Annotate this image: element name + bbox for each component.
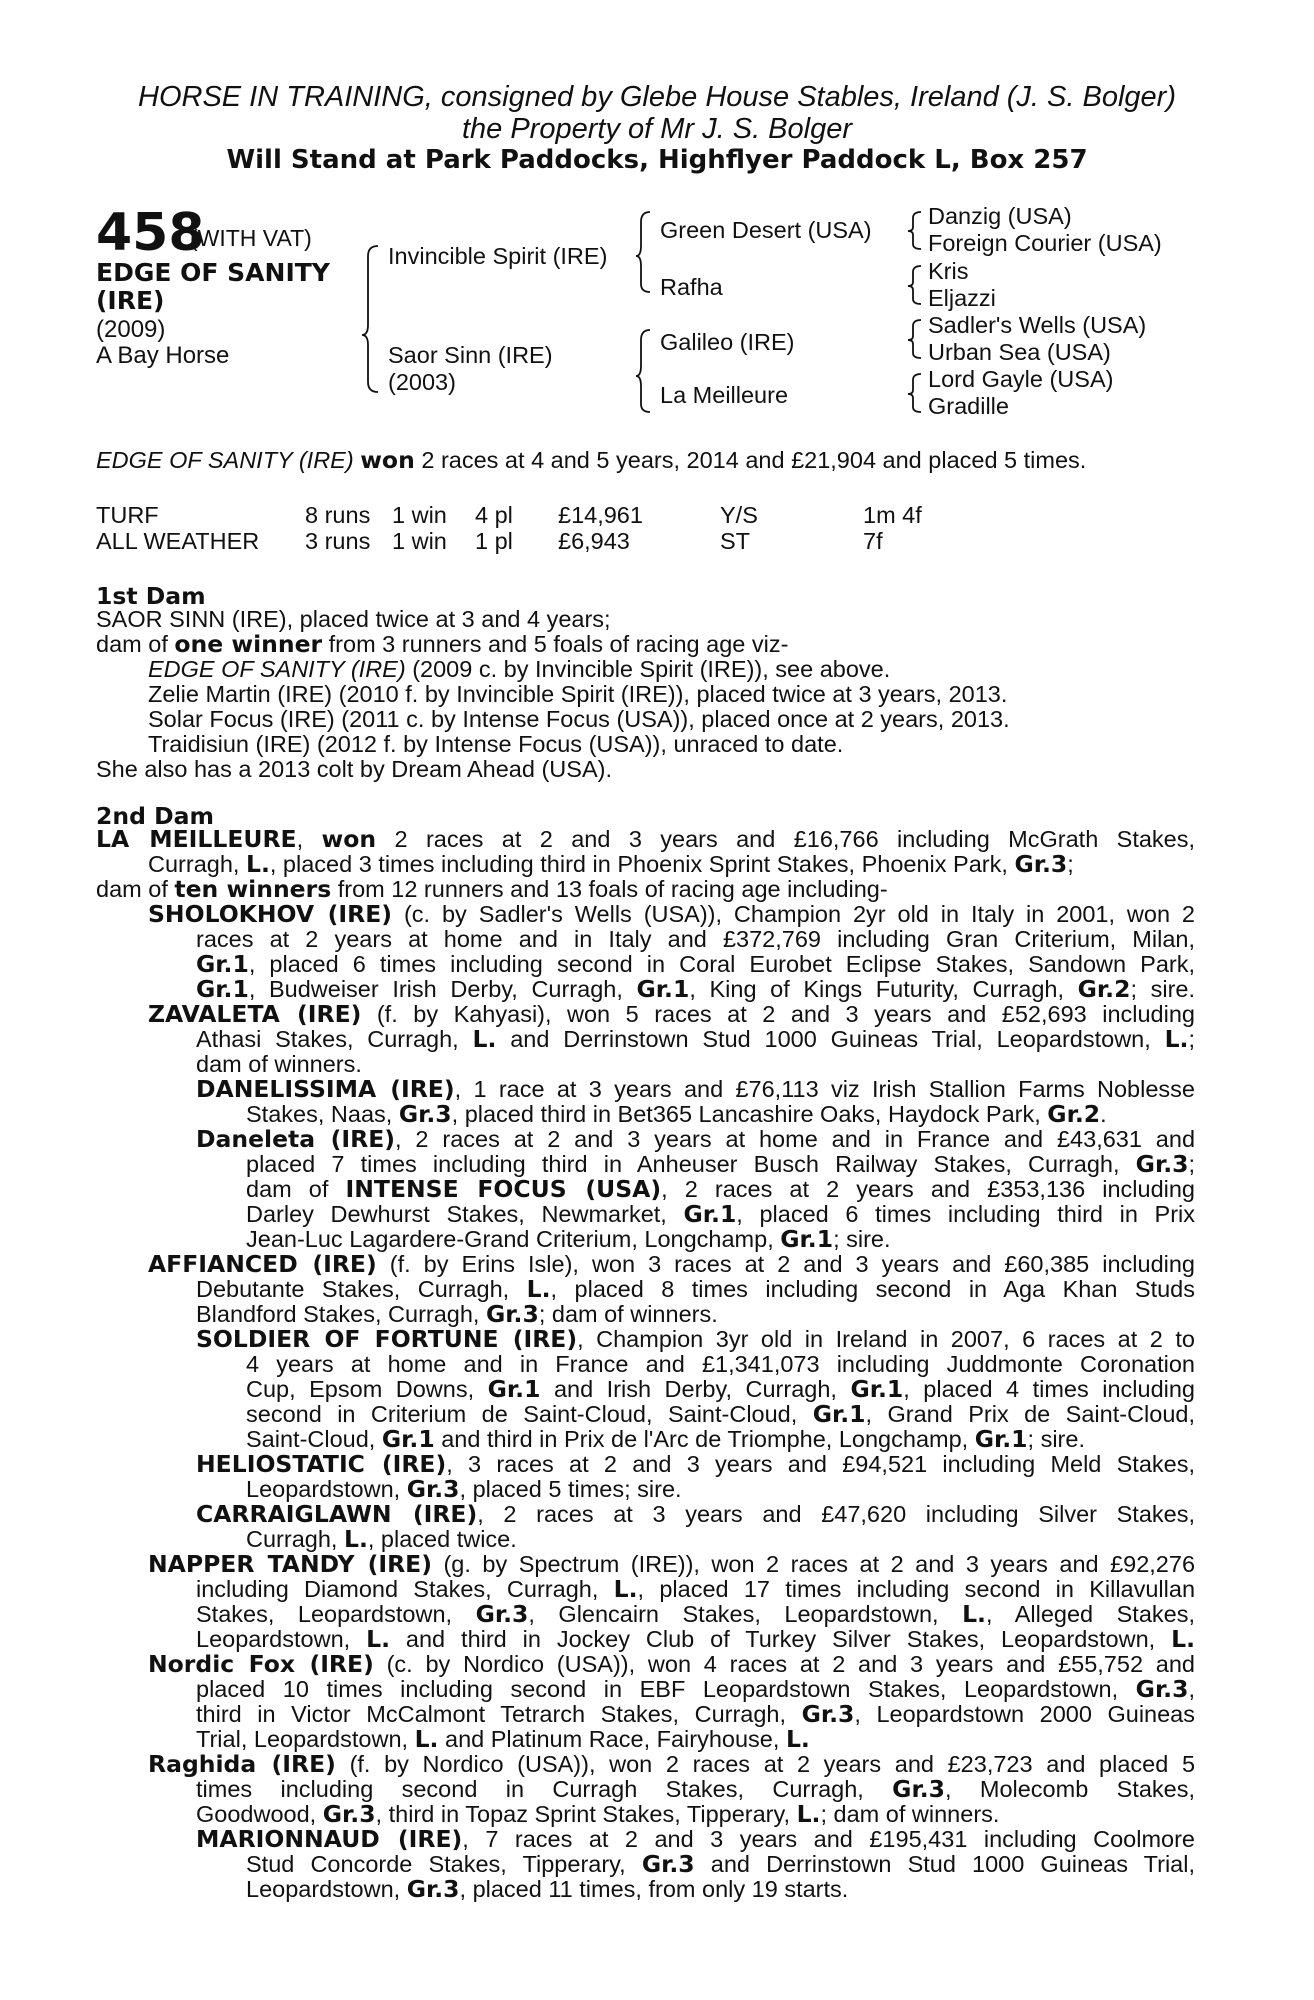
produce-entry: second in Criterium de Saint-Cloud, Saint-Cloud, Gr.1, Grand Prix de Saint-Cloud, <box>246 1400 1196 1428</box>
gen3-brace-1 <box>908 212 921 249</box>
record-prize: £14,961 <box>558 502 643 528</box>
vat-label: (WITH VAT) <box>190 225 312 251</box>
produce-entry: third in Victor McCalmont Tetrarch Stakes, Curragh, Gr.3, Leopardstown 2000 Guineas <box>196 1700 1195 1728</box>
gen2-lower-brace <box>636 330 650 412</box>
gen3-brace-3 <box>908 320 921 358</box>
gen3-brace-4 <box>908 374 921 412</box>
sire-dam: Rafha <box>660 274 723 300</box>
produce-entry: Jean-Luc Lagardere-Grand Criterium, Longchamp, Gr.1; sire. <box>246 1225 891 1253</box>
second-dam-line: LA MEILLEURE, won 2 races at 2 and 3 years and £16,766 including McGrath Stakes, <box>96 825 1196 853</box>
first-dam-heading: 1st Dam <box>96 582 206 610</box>
record-distance: 7f <box>863 528 883 554</box>
stand-line: Will Stand at Park Paddocks, Highflyer Paddock L, Box 257 <box>226 145 1088 175</box>
produce-entry: races at 2 years at home and in Italy and £372,769 including Gran Criterium, Milan, <box>196 926 1195 952</box>
produce-item: Zelie Martin (IRE) (2010 f. by Invincible Spirit (IRE)), placed twice at 3 years, 2013. <box>148 681 1008 707</box>
lot-number: 458 <box>96 203 205 263</box>
record-placed: 1 pl <box>475 528 513 554</box>
record-surface: ALL WEATHER <box>96 528 260 554</box>
dam-sire-sire: Sadler's Wells (USA) <box>928 312 1147 338</box>
produce-entry: SHOLOKHOV (IRE) (c. by Sadler's Wells (USA)), Champion 2yr old in Italy in 2001, won 2 <box>148 900 1195 928</box>
first-dam-produce-intro: dam of one winner from 3 runners and 5 foals of racing age viz- <box>96 630 789 658</box>
gen3-brace-2 <box>908 266 921 304</box>
horse-country: (IRE) <box>96 286 165 315</box>
dam: Saor Sinn (IRE) <box>388 342 553 368</box>
produce-item: EDGE OF SANITY (IRE) (2009 c. by Invincible Spirit (IRE)), see above. <box>148 656 891 682</box>
second-dam-heading: 2nd Dam <box>96 802 214 830</box>
produce-entry: Darley Dewhurst Stakes, Newmarket, Gr.1, placed 6 times including third in Prix <box>246 1200 1196 1228</box>
dam-year: (2003) <box>388 369 456 395</box>
produce-entry: SOLDIER OF FORTUNE (IRE), Champion 3yr old in Ireland in 2007, 6 races at 2 to <box>196 1325 1195 1353</box>
produce-entry: Daneleta (IRE), 2 races at 2 and 3 years at home and in France and £43,631 and <box>196 1125 1196 1153</box>
produce-entry: dam of INTENSE FOCUS (USA), 2 races at 2 years and £353,136 including <box>246 1175 1195 1203</box>
produce-entry: NAPPER TANDY (IRE) (g. by Spectrum (IRE)), won 2 races at 2 and 3 years and £92,276 <box>148 1550 1196 1578</box>
sire-dam-dam: Eljazzi <box>928 285 996 311</box>
sire-sire-dam: Foreign Courier (USA) <box>928 230 1162 256</box>
race-summary: EDGE OF SANITY (IRE) won 2 races at 4 and 5 years, 2014 and £21,904 and placed 5 times. <box>96 446 1087 474</box>
horse-description: A Bay Horse <box>96 342 230 369</box>
produce-entry: ZAVALETA (IRE) (f. by Kahyasi), won 5 races at 2 and 3 years and £52,693 including <box>148 1000 1195 1028</box>
record-runs: 3 runs <box>305 528 371 554</box>
produce-entry: times including second in Curragh Stakes, Curragh, Gr.3, Molecomb Stakes, <box>196 1775 1195 1803</box>
record-wins: 1 win <box>392 502 447 528</box>
produce-entry: Leopardstown, Gr.3, placed 5 times; sire. <box>246 1475 682 1503</box>
produce-entry: HELIOSTATIC (IRE), 3 races at 2 and 3 years and £94,521 including Meld Stakes, <box>196 1450 1196 1478</box>
produce-entry: CARRAIGLAWN (IRE), 2 races at 3 years and £47,620 including Silver Stakes, <box>196 1500 1195 1528</box>
sire-dam-sire: Kris <box>928 258 969 284</box>
produce-entry: Stakes, Leopardstown, Gr.3, Glencairn Stakes, Leopardstown, L., Alleged Stakes, <box>196 1600 1195 1628</box>
produce-entry: dam of winners. <box>196 1051 362 1077</box>
dam-dam-sire: Lord Gayle (USA) <box>928 366 1114 392</box>
pedigree-braces <box>0 0 1314 440</box>
produce-entry: Goodwood, Gr.3, third in Topaz Sprint Stakes, Tipperary, L.; dam of winners. <box>196 1800 1000 1828</box>
produce-entry: Debutante Stakes, Curragh, L., placed 8 times including second in Aga Khan Studs <box>196 1275 1196 1303</box>
produce-entry: Cup, Epsom Downs, Gr.1 and Irish Derby, Curragh, Gr.1, placed 4 times including <box>246 1375 1196 1403</box>
record-surface: TURF <box>96 502 159 528</box>
second-dam-line: Curragh, L., placed 3 times including third in Phoenix Sprint Stakes, Phoenix Park, Gr.3; <box>148 850 1074 878</box>
second-dam-line: dam of ten winners from 12 runners and 13 foals of racing age including- <box>96 875 888 903</box>
consignor-line: HORSE IN TRAINING, consigned by Glebe House Stables, Ireland (J. S. Bolger) <box>138 81 1176 113</box>
produce-entry: 4 years at home and in France and £1,341,073 including Juddmonte Coronation <box>246 1351 1195 1377</box>
sire: Invincible Spirit (IRE) <box>388 243 608 269</box>
record-going: Y/S <box>720 502 758 528</box>
produce-entry: placed 7 times including third in Anheuser Busch Railway Stakes, Curragh, Gr.3; <box>246 1150 1196 1178</box>
produce-entry: including Diamond Stakes, Curragh, L., placed 17 times including second in Killavullan <box>196 1575 1196 1603</box>
produce-item: Solar Focus (IRE) (2011 c. by Intense Focus (USA)), placed once at 2 years, 2013. <box>148 706 1010 732</box>
property-line: the Property of Mr J. S. Bolger <box>461 113 853 145</box>
produce-entry: Raghida (IRE) (f. by Nordico (USA)), won 2 races at 2 years and £23,723 and placed 5 <box>148 1750 1196 1778</box>
produce-entry: Stud Concorde Stakes, Tipperary, Gr.3 and Derrinstown Stud 1000 Guineas Trial, <box>246 1850 1195 1878</box>
gen2-upper-brace <box>636 212 650 292</box>
produce-item: Traidisiun (IRE) (2012 f. by Intense Focus (USA)), unraced to date. <box>148 731 844 757</box>
produce-entry: Gr.1, placed 6 times including second in Coral Eurobet Eclipse Stakes, Sandown Park, <box>196 950 1195 978</box>
record-prize: £6,943 <box>558 528 630 554</box>
dam-sire-dam: Urban Sea (USA) <box>928 339 1111 365</box>
produce-entry: DANELISSIMA (IRE), 1 race at 3 years and £76,113 viz Irish Stallion Farms Noblesse <box>196 1075 1195 1103</box>
produce-entry: Leopardstown, Gr.3, placed 11 times, from only 19 starts. <box>246 1875 849 1903</box>
produce-entry: Gr.1, Budweiser Irish Derby, Curragh, Gr.1, King of Kings Futurity, Curragh, Gr.2; sire. <box>196 975 1196 1003</box>
produce-entry: placed 10 times including second in EBF Leopardstown Stakes, Leopardstown, Gr.3, <box>196 1675 1195 1703</box>
produce-entry: Curragh, L., placed twice. <box>246 1525 517 1553</box>
horse-name: EDGE OF SANITY <box>96 258 330 287</box>
produce-entry: Stakes, Naas, Gr.3, placed third in Bet365 Lancashire Oaks, Haydock Park, Gr.2. <box>246 1100 1107 1128</box>
dam-sire: Galileo (IRE) <box>660 329 795 355</box>
produce-entry: AFFIANCED (IRE) (f. by Erins Isle), won 3 races at 2 and 3 years and £60,385 including <box>148 1250 1195 1278</box>
gen1-brace <box>362 246 378 392</box>
produce-entry: Trial, Leopardstown, L. and Platinum Race, Fairyhouse, L. <box>196 1725 810 1753</box>
produce-entry: Blandford Stakes, Curragh, Gr.3; dam of winners. <box>196 1300 718 1328</box>
sire-sire-sire: Danzig (USA) <box>928 203 1072 229</box>
record-going: ST <box>720 528 751 554</box>
record-placed: 4 pl <box>475 502 513 528</box>
foaling-year: (2009) <box>96 316 166 343</box>
produce-entry: Nordic Fox (IRE) (c. by Nordico (USA)), won 4 races at 2 and 3 years and £55,752 and <box>148 1650 1195 1678</box>
produce-entry: Saint-Cloud, Gr.1 and third in Prix de l'Arc de Triomphe, Longchamp, Gr.1; sire. <box>246 1425 1085 1453</box>
first-dam-note: She also has a 2013 colt by Dream Ahead (USA). <box>96 756 612 782</box>
produce-entry: Athasi Stakes, Curragh, L. and Derrinstown Stud 1000 Guineas Trial, Leopardstown, L.; <box>196 1025 1195 1053</box>
produce-entry: Leopardstown, L. and third in Jockey Club of Turkey Silver Stakes, Leopardstown, L. <box>196 1625 1196 1653</box>
dam-dam-dam: Gradille <box>928 393 1009 419</box>
record-wins: 1 win <box>392 528 447 554</box>
first-dam-line: SAOR SINN (IRE), placed twice at 3 and 4 years; <box>96 606 611 632</box>
produce-entry: MARIONNAUD (IRE), 7 races at 2 and 3 years and £195,431 including Coolmore <box>196 1825 1195 1853</box>
record-distance: 1m 4f <box>863 502 922 528</box>
dam-dam: La Meilleure <box>660 382 789 408</box>
record-runs: 8 runs <box>305 502 371 528</box>
sire-sire: Green Desert (USA) <box>660 217 872 243</box>
